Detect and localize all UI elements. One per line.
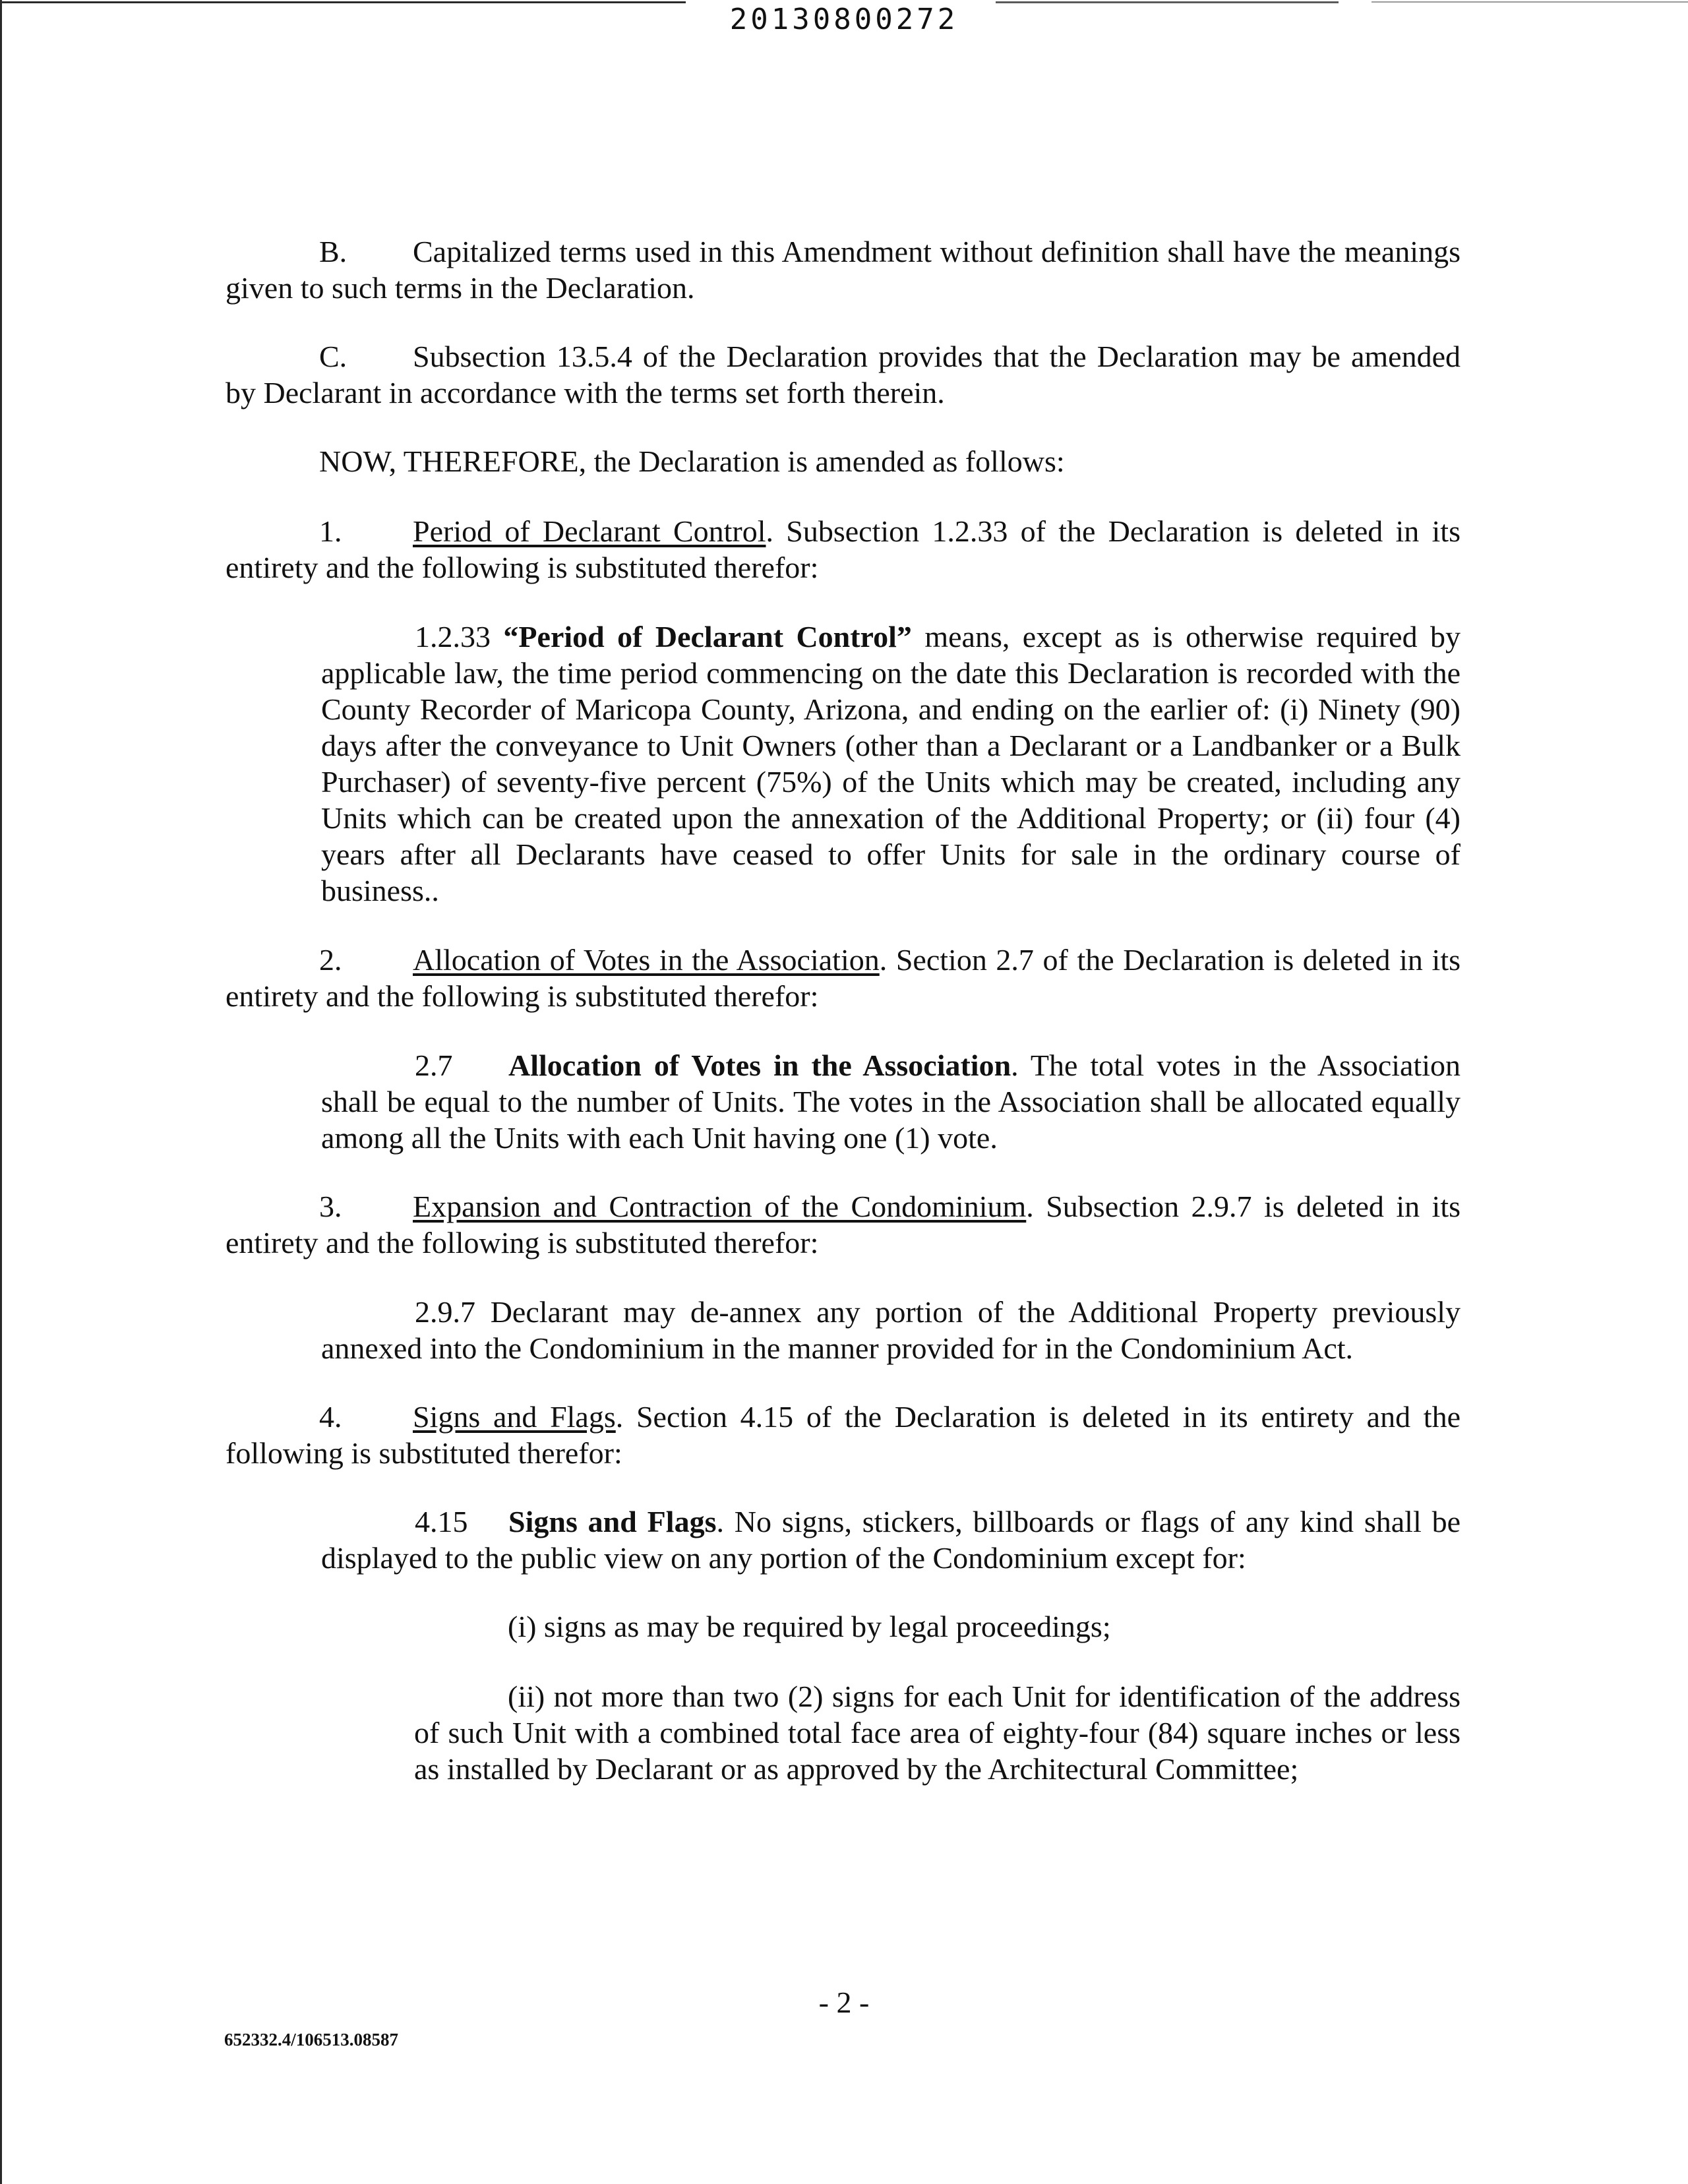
section-3-label: 3. [319, 1190, 342, 1223]
section-1-text: . Subsection 1.2.33 of the Declaration is deleted in its entirety and the following is substituted therefor: [226, 514, 1461, 584]
subsection-2-9-7-number: 2.9.7 [415, 1295, 475, 1329]
paragraph-c-label: C. [319, 340, 347, 373]
section-1-heading: Period of Declarant Control [413, 514, 766, 548]
section-4-heading: Signs and Flags [413, 1400, 616, 1434]
subsection-4-15-item-ii-text: (ii) not more than two (2) signs for each Unit for identification of the address of such Unit with a combined total face area of eighty-four (84) square inches or less as installed by Declarant or as approved by the Architectural Committee; [414, 1680, 1461, 1786]
subsection-4-15 [321, 1503, 1461, 1576]
section-3-text: . Subsection 2.9.7 is deleted in its entirety and the following is substituted therefor: [226, 1190, 1461, 1259]
paragraph-b-text: Capitalized terms used in this Amendment without definition shall have the meanings given to such terms in the Declaration. [226, 235, 1461, 305]
scan-edge-left [0, 0, 2, 2184]
section-2-text: . Section 2.7 of the Declaration is deleted in its entirety and the following is substituted therefor: [226, 943, 1461, 1013]
paragraph-b-label: B. [319, 235, 347, 268]
subsection-4-15-item-i [414, 1608, 1461, 1645]
subsection-1-2-33 [321, 619, 1461, 909]
paragraph-c-text: Subsection 13.5.4 of the Declaration provides that the Declaration may be amended by Declarant in accordance with the terms set forth therein. [226, 340, 1461, 410]
subsection-4-15-number: 4.15 [415, 1505, 468, 1538]
section-2-heading: Allocation of Votes in the Association [413, 943, 880, 977]
now-therefore-clause [226, 443, 1461, 479]
subsection-4-15-item-i-text: (i) signs as may be required by legal proceedings; [508, 1610, 1111, 1643]
subsection-2-9-7-text: Declarant may de-annex any portion of the Additional Property previously annexed into the Condominium in the manner provided for in the Condominium Act. [321, 1295, 1461, 1365]
page-number: - 2 - [818, 1986, 870, 2019]
section-2 [226, 942, 1461, 1014]
subsection-4-15-item-ii [414, 1678, 1461, 1787]
section-3-heading: Expansion and Contraction of the Condominium [413, 1190, 1027, 1223]
subsection-2-9-7 [321, 1294, 1461, 1366]
paragraph-c [226, 338, 1461, 411]
subsection-1-2-33-text: means, except as is otherwise required by applicable law, the time period commencing on the date this Declaration is recorded with the County Recorder of Maricopa County, Arizona, and ending on the earlier of: (i) Ninety (90) days after the conveyance to Unit Owners (other than a Declarant or a Landbanker or a Bulk Purchaser) of seventy-five percent (75%) of the Units which may be created, including any Units which can be created upon the annexation of the Additional Property; or (ii) four (4) years after all Declarants have ceased to offer Units for sale in the ordinary course of business.. [321, 620, 1461, 907]
now-therefore-text: NOW, THEREFORE, the Declaration is amended as follows: [319, 444, 1065, 478]
section-4 [226, 1399, 1461, 1471]
section-4-label: 4. [319, 1400, 342, 1434]
recording-number: 20130800272 [729, 3, 959, 36]
subsection-4-15-text: . No signs, stickers, billboards or flags of any kind shall be displayed to the public view on any portion of the Condominium except for: [321, 1505, 1461, 1575]
subsection-4-15-term: Signs and Flags [508, 1505, 717, 1538]
section-2-label: 2. [319, 943, 342, 977]
subsection-2-7-text: . The total votes in the Association shall be equal to the number of Units. The votes in the Association shall be allocated equally among all the Units with each Unit having one (1) vote. [321, 1048, 1461, 1155]
subsection-1-2-33-number: 1.2.33 [415, 620, 491, 653]
subsection-1-2-33-term: “Period of Declarant Control” [503, 620, 912, 653]
subsection-2-7-number: 2.7 [415, 1048, 453, 1082]
subsection-2-7-term: Allocation of Votes in the Association [508, 1048, 1011, 1082]
section-3 [226, 1188, 1461, 1261]
paragraph-b [226, 233, 1461, 306]
section-4-text: . Section 4.15 of the Declaration is deleted in its entirety and the following is substituted therefor: [226, 1400, 1461, 1470]
section-1-label: 1. [319, 514, 342, 548]
document-id: 652332.4/106513.08587 [224, 2030, 399, 2049]
subsection-2-7 [321, 1047, 1461, 1156]
section-1 [226, 513, 1461, 586]
